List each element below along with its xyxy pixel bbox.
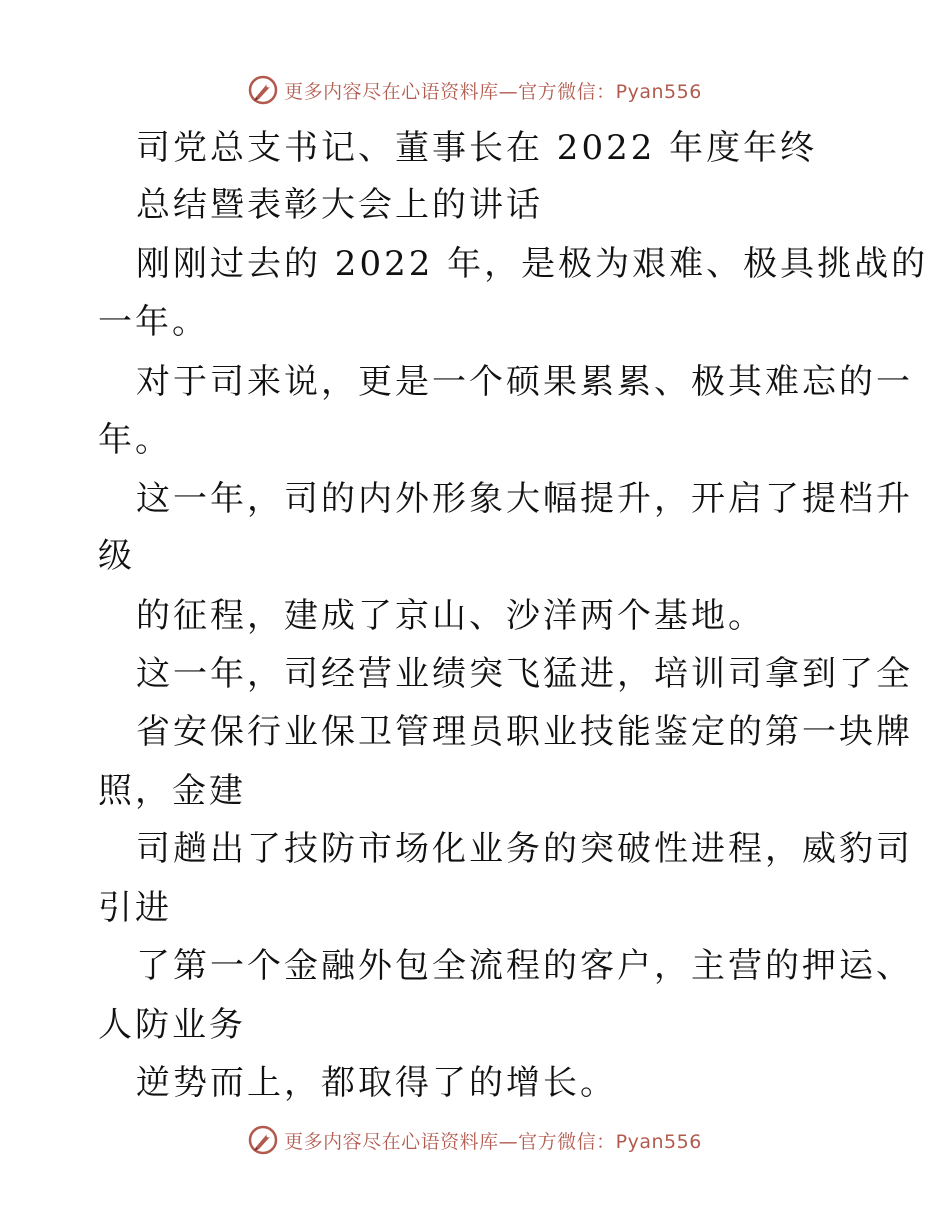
- body-line: 了第一个金融外包全流程的客户，主营的押运、: [136, 946, 913, 986]
- body-line: 逆势而上，都取得了的增长。: [136, 1063, 617, 1103]
- watermark-banner-bottom: [0, 1120, 950, 1160]
- body-line: 级: [98, 536, 135, 576]
- body-line: 一年。: [98, 302, 209, 342]
- body-line: 人防业务: [98, 1005, 246, 1045]
- pen-logo-icon: [248, 1125, 278, 1155]
- watermark-banner-top: [0, 70, 950, 110]
- body-line: 司趟出了技防市场化业务的突破性进程，威豹司: [136, 829, 913, 869]
- body-line: 照，金建: [98, 771, 246, 811]
- body-line: 引进: [98, 888, 172, 928]
- body-line: 刚刚过去的 2022 年，是极为艰难、极具挑战的: [136, 244, 929, 284]
- body-line: 这一年，司经营业绩突飞猛进，培训司拿到了全: [136, 654, 913, 694]
- body-line: 年。: [98, 420, 172, 460]
- watermark-text: 更多内容尽在心语资料库—官方微信：Pyan556: [284, 80, 702, 103]
- pen-logo-icon: [248, 75, 278, 105]
- body-line: 省安保行业保卫管理员职业技能鉴定的第一块牌: [136, 712, 913, 752]
- watermark-text: 更多内容尽在心语资料库—官方微信：Pyan556: [284, 1130, 702, 1153]
- body-line: 的征程，建成了京山、沙洋两个基地。: [136, 596, 765, 636]
- body-line: 这一年，司的内外形象大幅提升，开启了提档升: [136, 479, 913, 519]
- title-line-1: 司党总支书记、董事长在 2022 年度年终: [136, 128, 818, 168]
- body-line: 对于司来说，更是一个硕果累累、极其难忘的一: [136, 362, 913, 402]
- title-line-2: 总结暨表彰大会上的讲话: [136, 185, 543, 225]
